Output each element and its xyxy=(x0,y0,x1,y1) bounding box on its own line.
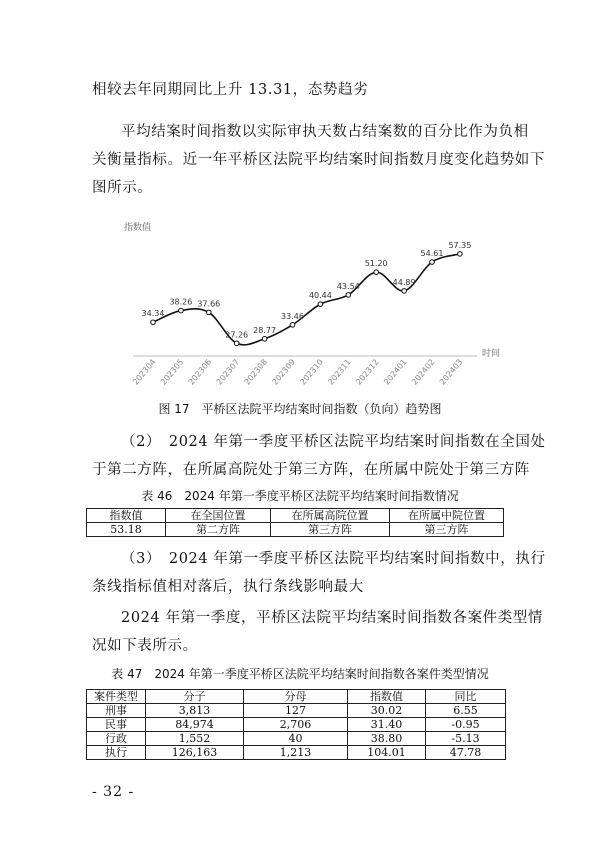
data-point-marker xyxy=(207,310,212,315)
table-47-caption: 表 47 2024 年第一季度平桥区法院平均结案时间指数各案件类型情况 xyxy=(111,667,489,681)
header-cell: 案件类型 xyxy=(87,690,146,704)
table-cell: 民事 xyxy=(87,718,146,732)
table-row xyxy=(87,704,506,718)
figure-caption: 图 17 平桥区法院平均结案时间指数（负向）趋势图 xyxy=(158,402,442,416)
x-tick-label: 202312 xyxy=(354,357,381,387)
data-value-label: 27.26 xyxy=(225,330,249,340)
table-header-row xyxy=(87,509,504,523)
x-tick-label: 202403 xyxy=(437,357,465,387)
data-value-label: 51.20 xyxy=(364,259,388,269)
data-value-label: 43.54 xyxy=(336,281,360,291)
header-cell: 分母 xyxy=(244,690,348,704)
table-cell: 1,552 xyxy=(146,732,244,746)
data-point-marker xyxy=(179,308,184,313)
header-cell: 在所属高院位置 xyxy=(271,509,390,523)
table-cell: 行政 xyxy=(87,732,146,746)
data-point-marker xyxy=(402,289,407,294)
data-value-label: 34.34 xyxy=(141,309,165,319)
x-tick-label: 202311 xyxy=(326,357,353,387)
header-cell: 指数值 xyxy=(87,509,166,523)
section-2-line-1: （2） 2024 年第一季度平桥区法院平均结案时间指数在全国处 xyxy=(121,434,546,450)
x-tick-label: 202401 xyxy=(382,357,409,387)
table-cell: 2,706 xyxy=(244,718,348,732)
table-header-row xyxy=(87,690,506,704)
data-point-marker xyxy=(151,320,156,325)
intro-line: 相较去年同期同比上升 13.31，态势趋劣 xyxy=(92,82,369,98)
x-tick-label: 202305 xyxy=(158,357,186,387)
header-cell: 分子 xyxy=(146,690,244,704)
y-axis-label: 指数值 xyxy=(124,223,152,233)
table-cell: 30.02 xyxy=(348,704,426,718)
table-row xyxy=(87,732,506,746)
data-value-label: 40.44 xyxy=(308,291,332,301)
paragraph-2-line-1: 2024 年第一季度，平桥区法院平均结案时间指数各案件类型情 xyxy=(121,610,544,626)
table-cell: -5.13 xyxy=(426,732,506,746)
x-tick-labels xyxy=(131,358,464,387)
section-3-line-1: （3） 2024 年第一季度平桥区法院平均结案时间指数中，执行 xyxy=(121,551,546,567)
table-cell: -0.95 xyxy=(426,718,506,732)
data-point-marker xyxy=(430,260,435,265)
table-cell: 3,813 xyxy=(146,704,244,718)
table-cell: 第三方阵 xyxy=(390,523,504,537)
data-value-label: 57.35 xyxy=(448,240,472,250)
table-cell: 1,213 xyxy=(244,746,348,760)
table-cell: 执行 xyxy=(87,746,146,760)
value-labels xyxy=(142,241,472,339)
page-number: - 32 - xyxy=(92,784,135,800)
table-46-caption: 表 46 2024 年第一季度平桥区法院平均结案时间指数情况 xyxy=(141,489,459,503)
x-tick-label: 202306 xyxy=(186,357,214,387)
data-value-label: 54.61 xyxy=(420,249,444,259)
table-cell: 84,974 xyxy=(146,718,244,732)
data-point-marker xyxy=(234,341,239,346)
paragraph-1-line-1: 平均结案时间指数以实际审执天数占结案数的百分比作为负相 xyxy=(121,124,529,140)
table-cell: 第二方阵 xyxy=(166,523,271,537)
section-2-line-2: 于第二方阵，在所属高院处于第三方阵，在所属中院处于第三方阵 xyxy=(92,462,530,478)
header-cell: 指数值 xyxy=(348,690,426,704)
x-tick-label: 202402 xyxy=(410,357,437,387)
x-tick-label: 202307 xyxy=(214,357,242,387)
x-tick-label: 202308 xyxy=(242,357,270,387)
table-cell: 53.18 xyxy=(87,523,166,537)
table-row xyxy=(87,718,506,732)
paragraph-2-line-2: 况如下表所示。 xyxy=(92,638,198,654)
header-cell: 在所属中院位置 xyxy=(390,509,504,523)
trend-chart xyxy=(115,218,515,390)
x-tick-label: 202309 xyxy=(270,357,298,387)
trend-chart-svg xyxy=(115,218,515,390)
paragraph-1-line-2: 关衡量指标。近一年平桥区法院平均结案时间指数月度变化趋势如下 xyxy=(92,152,545,168)
section-3-line-2: 条线指标值相对落后，执行条线影响最大 xyxy=(92,579,364,595)
data-point-marker xyxy=(458,252,463,257)
x-axis-label: 时间 xyxy=(482,349,501,359)
table-cell: 31.40 xyxy=(348,718,426,732)
table-47 xyxy=(86,689,506,760)
paragraph-1-line-3: 图所示。 xyxy=(92,180,153,196)
table-cell: 40 xyxy=(244,732,348,746)
data-point-marker xyxy=(262,336,267,341)
table-row xyxy=(87,746,506,760)
data-value-label: 37.66 xyxy=(197,299,221,309)
header-cell: 同比 xyxy=(426,690,506,704)
x-tick-label: 202310 xyxy=(298,357,325,387)
header-cell: 在全国位置 xyxy=(166,509,271,523)
data-point-marker xyxy=(318,302,323,307)
table-cell: 6.55 xyxy=(426,704,506,718)
table-cell: 38.80 xyxy=(348,732,426,746)
table-cell: 刑事 xyxy=(87,704,146,718)
data-value-label: 33.46 xyxy=(281,311,304,321)
table-cell: 47.78 xyxy=(426,746,506,760)
data-value-label: 28.77 xyxy=(253,325,277,335)
data-point-marker xyxy=(290,323,295,328)
table-cell: 104.01 xyxy=(348,746,426,760)
x-tick-label: 202304 xyxy=(131,357,158,387)
table-cell: 127 xyxy=(244,704,348,718)
table-row xyxy=(87,523,504,537)
table-cell: 126,163 xyxy=(146,746,244,760)
data-value-label: 44.89 xyxy=(392,277,416,287)
table-46 xyxy=(86,508,504,537)
data-value-label: 38.26 xyxy=(169,297,193,307)
table-cell: 第三方阵 xyxy=(271,523,390,537)
data-point-marker xyxy=(374,270,379,275)
data-point-marker xyxy=(346,293,351,298)
